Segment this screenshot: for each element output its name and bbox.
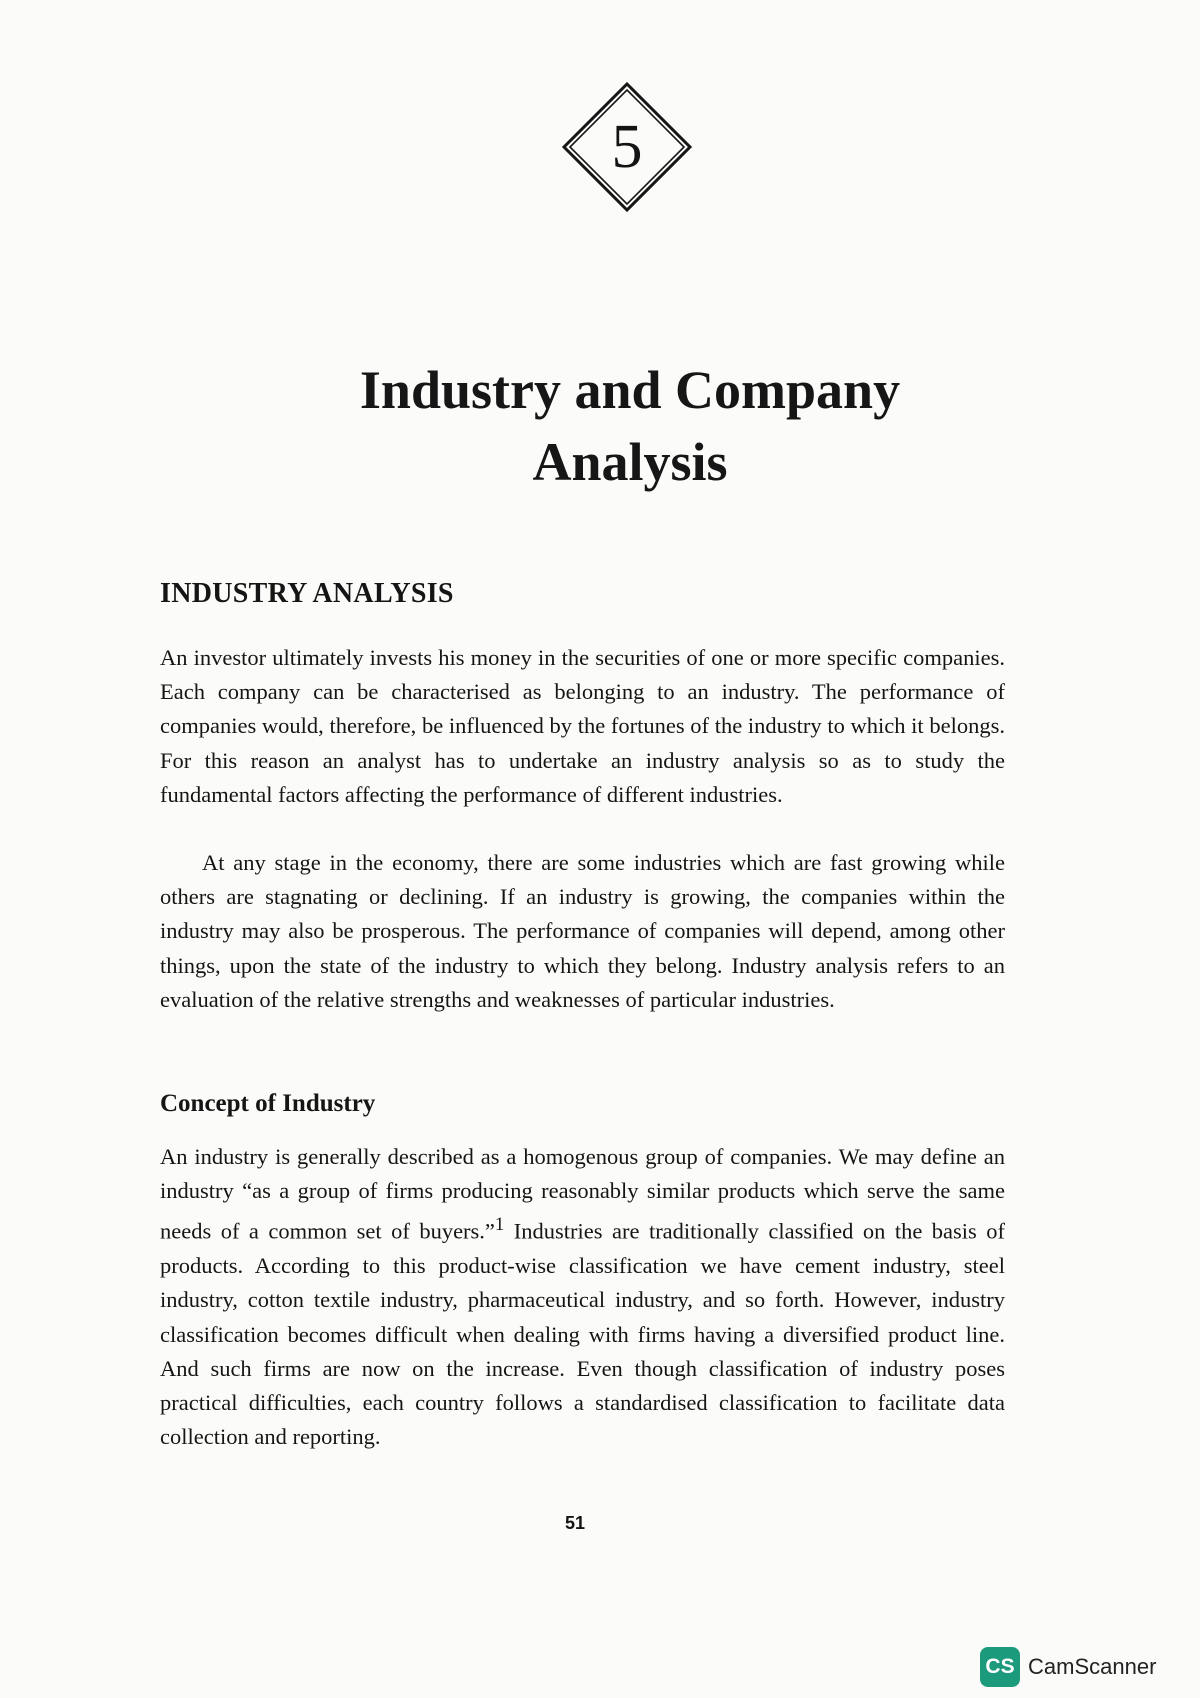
concept-text-part-1: An industry is generally described as a homogenous group of companies. We may define an industry “as a group of firms producing reasonably similar products which serve the same needs of a common set of buyers.”	[160, 1144, 1005, 1244]
subsection-heading: Concept of Industry	[160, 1090, 376, 1117]
footnote-marker: 1	[494, 1214, 505, 1236]
camscanner-brand-text: CamScanner	[1028, 1654, 1157, 1679]
chapter-title-line-2: Analysis	[532, 432, 728, 493]
chapter-number: 5	[611, 113, 643, 181]
paragraph-industry-stage: At any stage in the economy, there are some industries which are fast growing while others are stagnating or declining. If an industry is growing, the companies within the industry may also be prosperous. The performance of companies will depend, among other things, upon the state of the industry to which they belong. Industry analysis refers to an evaluation of the relative strengths and weaknesses of particular industries.	[160, 850, 1005, 1012]
section-heading: INDUSTRY ANALYSIS	[160, 578, 454, 609]
camscanner-logo-icon: CS	[980, 1647, 1020, 1687]
page-number: 51	[564, 1513, 586, 1533]
paragraph-intro: An investor ultimately invests his money in the securities of one or more specific companies. Each company can be characterised as belonging to an industry. The performance of companies would, therefore, be influenced by the fortunes of the industry to which it belongs. For this reason an analyst has to undertake an industry analysis so as to study the fundamental factors affecting the performance of different industries.	[160, 645, 1005, 807]
paragraph-concept-of-industry	[160, 1140, 1005, 1454]
chapter-title-line-1: Industry and Company	[359, 360, 901, 421]
chapter-title	[240, 354, 1020, 498]
concept-text-part-2: Industries are traditionally classified on the basis of products. According to this product-wise classification we have cement industry, steel industry, cotton textile industry, pharmaceutical industry, and so forth. However, industry classification becomes difficult when dealing with firms having a diversified product line. And such firms are now on the increase. Even though classification of industry poses practical difficulties, each country follows a standardised classification to facilitate data collection and reporting.	[160, 1218, 1006, 1450]
camscanner-watermark	[980, 1647, 1156, 1687]
chapter-number-badge	[560, 80, 694, 214]
